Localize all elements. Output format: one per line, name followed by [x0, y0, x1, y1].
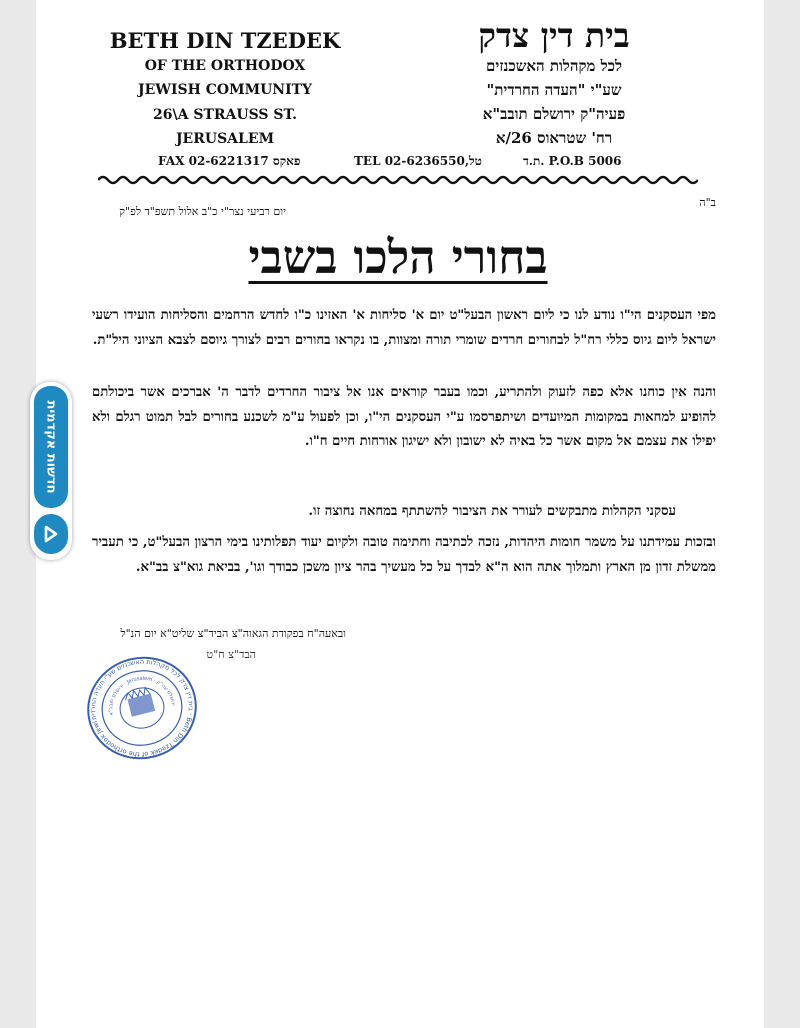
- org-address-english: 26\A STRAUSS ST.: [153, 107, 297, 123]
- org-name-english: BETH DIN TZEDEK: [109, 28, 341, 53]
- closing-line: ובאעה"ח בפקודת הגאוה"צ הביד"צ שליט"א יום הנ"ל: [120, 627, 346, 640]
- document-page: [36, 0, 764, 1028]
- letter-date: יום רביעי נצר"י כ"ב אלול תשפ"ד לפ"ק: [119, 205, 286, 218]
- signature: הבד"צ ח"ט: [206, 648, 256, 661]
- floating-side-tab[interactable]: [30, 382, 72, 560]
- org-community-english: JEWISH COMMUNITY: [137, 82, 313, 98]
- stamp-inner-text: ירושלם תובב"א · Jerusalem · ירושלם עה"ק: [108, 675, 176, 717]
- org-subline-english: OF THE ORTHODOX: [144, 58, 306, 74]
- org-subline-hebrew: לכל מקהלות האשכנזים: [486, 57, 622, 75]
- side-tab-label: חדשות אקדמית: [43, 400, 59, 494]
- tel-number: TEL 02-6236550,טל: [354, 154, 482, 168]
- pob-number: ת.ד. P.O.B 5006: [523, 154, 622, 168]
- org-address-hebrew: רח' שטראוס 26/א: [495, 129, 613, 147]
- side-tab-button[interactable]: [34, 514, 68, 554]
- org-city-hebrew: פעיה"ק ירושלם תובב"א: [482, 105, 626, 123]
- org-city-english: JERUSALEM: [175, 131, 275, 147]
- bh-mark: ב"ה: [699, 196, 716, 209]
- paragraph-3: עסקני הקהלות מתבקשים לעורר את הציבור להשתתף במחאה נחוצה זו.: [308, 504, 676, 519]
- stamp-outer-text: בית דין צדק לכל מקהלות האשכנזים שע"י העדה החרדית · Beth Din Tzedek of the orthodox Jewish: [89, 657, 195, 759]
- fax-number: FAX 02-6221317 פאקס: [158, 154, 301, 168]
- org-name-hebrew: בית דין צדק: [478, 16, 630, 55]
- paragraph-1: מפי העסקנים הי"ו נודע לנו כי ליום ראשון הבעל"ט יום א' סליחות א' האזינו כ"ו לחדש הרחמים והסליחות הועידו רשעי ישראל ליום גיוס כללי רח"ל לבחורים חרדים שומרי תורה ומצוות, בו נקראו בחורים רבים לצורך גיוסם לצבא הציוני היל"ת.: [92, 308, 716, 348]
- org-community-hebrew: שע"י "העדה החרדית": [486, 81, 622, 99]
- headline: בחורי הלכו בשבי: [248, 230, 548, 284]
- side-tab-label-area[interactable]: [34, 386, 68, 508]
- paragraph-2: והנה אין כוחנו אלא כפה לזעוק ולהתריע, וכמו בעבר קוראים אנו אל ציבור החרדים לדבר ה' אברכים אשר ביכולתם להופיע למחאות במקומות המיועדים ושיתפרסמו ע"י העסקנים הי"ו, וכן לפעול ע"מ לשכנע בחורים לבל תמוט רגלם ולא יפילו את עצמם אל מקום אשר כל באיה לא ישובון ולא ישיגון אורחות חיים ח"ו.: [92, 385, 716, 449]
- chevron-icon: [43, 525, 59, 543]
- letterhead-divider: [98, 174, 698, 186]
- official-stamp: [84, 656, 200, 760]
- paragraph-4: ובזכות עמידתנו על משמר חומות היהדות, נזכה לכתיבה וחתימה טובה ולקיום יעוד תפלותינו בימי הרצון הבעל"ט, כי תעביר ממשלת זדון מן הארץ ותמלוך אתה הוא ה"א לבדך על כל מעשיך בהר ציון משכן כבודך וגו', בביאת גוא"צ בב"א.: [92, 535, 716, 575]
